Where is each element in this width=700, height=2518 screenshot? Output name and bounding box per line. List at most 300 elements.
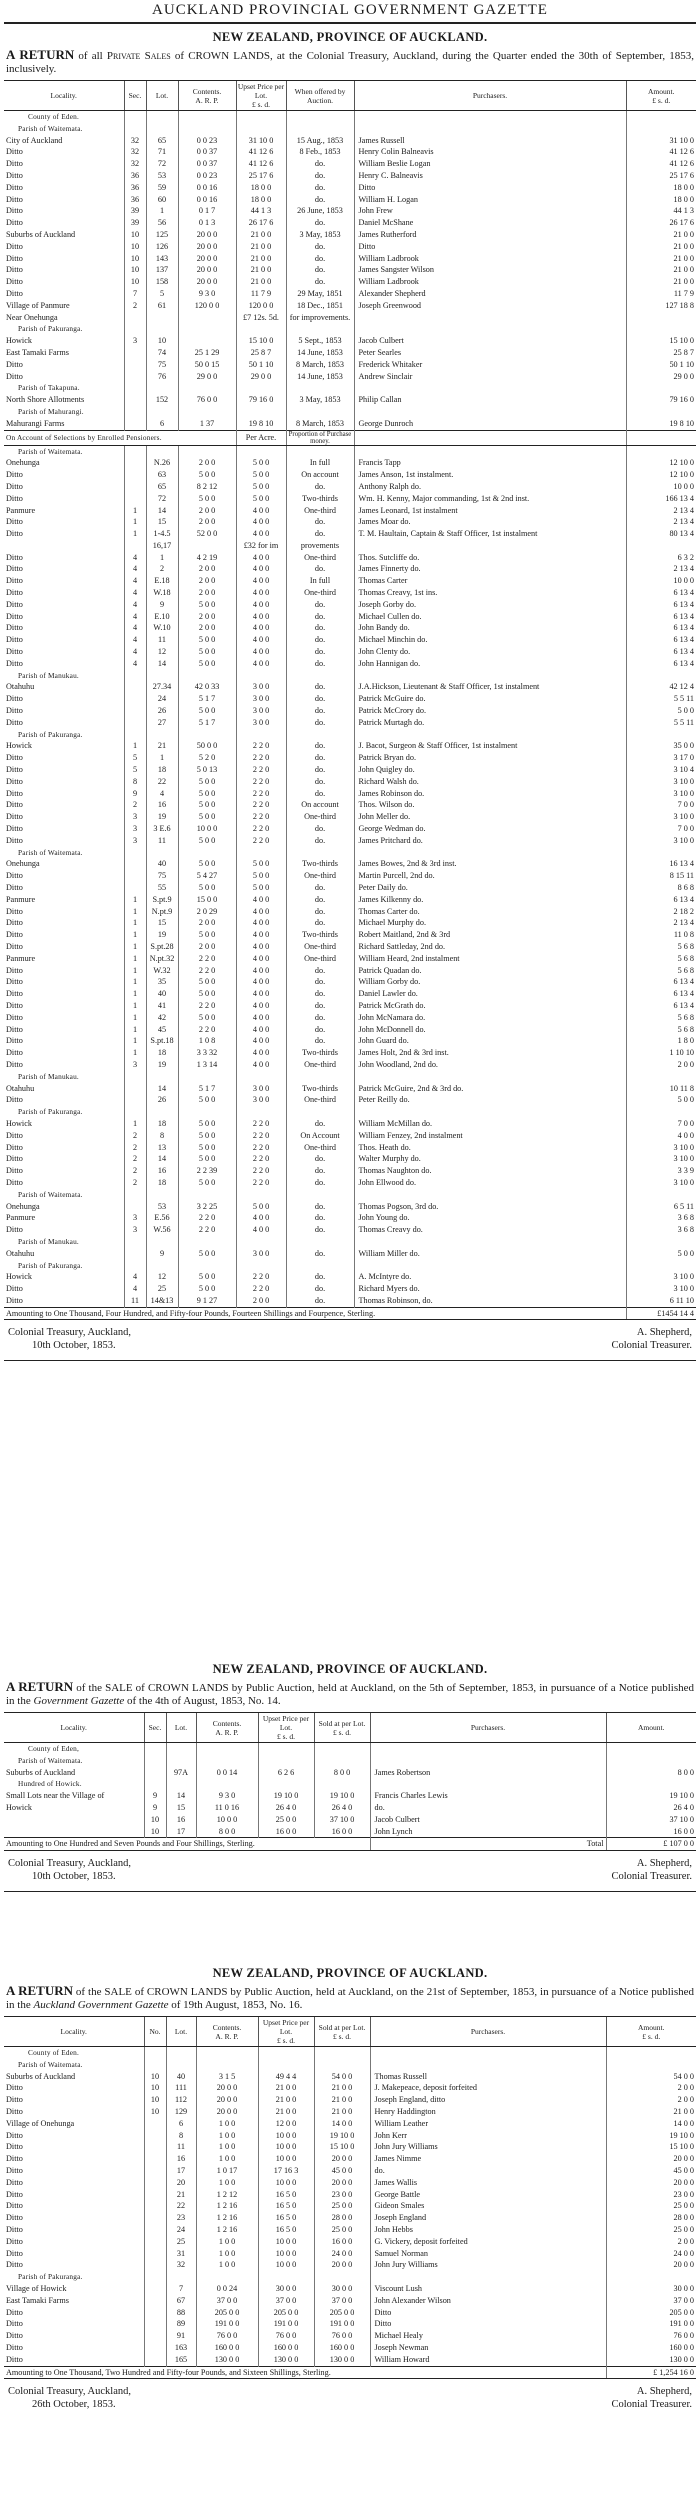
table-cell: 26 4 0 (606, 1802, 696, 1814)
table-cell: 2 (124, 300, 146, 312)
table-cell: 5 0 0 (236, 469, 286, 481)
table-row (4, 2236, 696, 2248)
table-row (4, 2141, 696, 2153)
table-cell (4, 540, 124, 552)
table-cell (144, 1755, 166, 1767)
table-cell: Panmure (6, 894, 36, 904)
table-cell: 5 0 0 (178, 1142, 236, 1154)
table-cell: 4 0 0 (236, 917, 286, 929)
table-cell: do. (286, 1165, 354, 1177)
table-cell: 25 (146, 1283, 178, 1295)
table-cell: 6 13 4 (626, 622, 696, 634)
table-cell (196, 1778, 258, 1790)
table-cell: 1 0 0 (196, 2153, 258, 2165)
table-cell: 37 0 0 (314, 2295, 370, 2307)
table-cell: Patrick Quadan do. (354, 965, 626, 977)
table-cell: 15 10 0 (236, 335, 286, 347)
table-cell: 9 (144, 1790, 166, 1802)
table-row (4, 241, 696, 253)
table-cell: Richard Walsh do. (354, 776, 626, 788)
table-row (4, 929, 696, 941)
table-cell (626, 382, 696, 394)
table-cell (178, 312, 236, 324)
table-cell: 1 0 17 (196, 2165, 258, 2177)
table-cell: do. (370, 2165, 606, 2177)
table-cell: S.pt.28 (146, 941, 178, 953)
table-cell: 6 13 4 (626, 634, 696, 646)
table-cell: 3 3 32 (178, 1047, 236, 1059)
table-cell: 6 3 2 (626, 552, 696, 564)
total-row: Amounting to One Hundred and Seven Pounds and Four Shillings, Sterling. Total £ 107 0 0 (4, 1838, 696, 1851)
table-cell: 35 0 0 (626, 740, 696, 752)
table-cell: 191 0 0 (258, 2318, 314, 2330)
signature-block: Colonial Treasury, Auckland, 10th October, 1853. A. Shepherd, Colonial Treasurer. (8, 1327, 692, 1352)
table-cell (166, 1743, 196, 1755)
table-cell (314, 1743, 370, 1755)
table-cell: 76 (146, 371, 178, 383)
table-row (4, 894, 696, 906)
table-cell: 11 7 9 (236, 288, 286, 300)
table-cell: John Quigley do. (354, 764, 626, 776)
table-cell: 3 10 0 (626, 1177, 696, 1189)
table-cell: Andrew Sinclair (354, 371, 626, 383)
table-cell: Ditto (6, 623, 23, 633)
table-cell: 20 0 0 (314, 2259, 370, 2271)
table-row (4, 445, 696, 457)
table-cell: 16 13 4 (626, 858, 696, 870)
table-cell: 5 1 7 (178, 693, 236, 705)
table-cell: Jacob Culbert (354, 335, 626, 347)
table-cell: Parish of Waitemata. (18, 1189, 83, 1199)
table-cell: 2 0 0 (236, 1295, 286, 1307)
table-row (4, 123, 696, 135)
table-cell: 2 2 0 (236, 799, 286, 811)
table-cell: 76 0 0 (178, 394, 236, 406)
table-cell: 37 0 0 (258, 2295, 314, 2307)
table-row (4, 976, 696, 988)
table-cell: Small Lots near the Village of (6, 1791, 105, 1801)
table-cell (236, 123, 286, 135)
table-row (4, 1755, 696, 1767)
table-cell: 5 0 0 (178, 976, 236, 988)
table-cell: 112 (166, 2094, 196, 2106)
table-cell: 4 0 0 (236, 505, 286, 517)
table-cell (146, 312, 178, 324)
table-cell: 8 6 8 (626, 882, 696, 894)
table-cell: 6 13 4 (626, 1000, 696, 1012)
table-cell: 21 0 0 (236, 229, 286, 241)
table-cell: 2 2 0 (236, 1283, 286, 1295)
table-cell: Ditto (6, 658, 23, 668)
table-cell: 25 (166, 2236, 196, 2248)
total-row: Amounting to One Thousand, Four Hundred, and Fifty-four Pounds, Fourteen Shillings and Fourpence, Sterling. £1454 14 4 (4, 1307, 696, 1320)
table-cell (124, 406, 146, 418)
table-cell: 5 0 0 (178, 1130, 236, 1142)
table-cell: Two-thirds (286, 1047, 354, 1059)
table-cell: 3 6 8 (626, 1224, 696, 1236)
table-cell: 5 0 0 (178, 835, 236, 847)
table-cell: 42 12 4 (626, 681, 696, 693)
table-cell: 4 0 0 (236, 965, 286, 977)
table-cell (144, 1778, 166, 1790)
table-cell: 4 (124, 552, 146, 564)
table-cell: 10 (144, 2082, 166, 2094)
table-cell: 22 (166, 2200, 196, 2212)
table-cell: 4 0 0 (626, 1130, 696, 1142)
table-cell (124, 481, 146, 493)
table-cell (626, 445, 696, 457)
table-cell: 6 (146, 418, 178, 430)
table-cell: Peter Searles (354, 347, 626, 359)
table-cell (124, 382, 146, 394)
table-cell: 10 0 0 (258, 2248, 314, 2260)
table-cell: J. Makepeace, deposit forfeited (370, 2082, 606, 2094)
table-cell: William Ladbrook (354, 276, 626, 288)
table-cell: Wm. H. Kenny, Major commanding, 1st & 2nd inst. (354, 493, 626, 505)
table-cell: Daniel Lawler do. (354, 988, 626, 1000)
table-cell: 2 2 0 (236, 1165, 286, 1177)
table-row (4, 2295, 696, 2307)
table-cell (124, 693, 146, 705)
table-cell: 10 (144, 2094, 166, 2106)
section-divider (4, 1360, 696, 1361)
table-cell: 5 0 0 (626, 1248, 696, 1260)
table-cell: Patrick McGuire do. (354, 693, 626, 705)
table-cell: Thos. Sutcliffe do. (354, 552, 626, 564)
table-cell: 5 0 0 (236, 882, 286, 894)
table-cell: 5 6 8 (626, 965, 696, 977)
table-cell (258, 1755, 314, 1767)
table-cell: 25 8 7 (626, 347, 696, 359)
table-cell: 0 0 16 (178, 194, 236, 206)
table-cell: 49 4 4 (258, 2071, 314, 2083)
table-cell: 3 10 0 (626, 776, 696, 788)
table-row (4, 693, 696, 705)
table-row (4, 634, 696, 646)
table-cell: 2 (124, 1142, 146, 1154)
table-row (4, 1778, 696, 1790)
table-cell: Ditto (6, 1284, 23, 1294)
table-cell: 18 0 0 (236, 182, 286, 194)
table-cell: 5 0 13 (178, 764, 236, 776)
table-cell: One-third (286, 1059, 354, 1071)
table-cell: Suburbs of Auckland (6, 229, 76, 239)
table-cell (144, 2236, 166, 2248)
table-row (4, 847, 696, 859)
table-cell (286, 382, 354, 394)
table-cell (286, 670, 354, 682)
table-cell: 2 13 4 (626, 563, 696, 575)
table-cell: 2 0 0 (178, 505, 236, 517)
table-cell: 88 (166, 2307, 196, 2319)
table-cell: 3 0 0 (236, 681, 286, 693)
table-cell: John Hannigan do. (354, 658, 626, 670)
table-cell: do. (286, 788, 354, 800)
table-cell: 3 2 25 (178, 1201, 236, 1213)
table-cell: 1 (146, 205, 178, 217)
table-row (4, 516, 696, 528)
table-cell: Patrick Bryan do. (354, 752, 626, 764)
table-cell: 36 (124, 182, 146, 194)
table-cell: 126 (146, 241, 178, 253)
table-cell: 5 0 0 (236, 858, 286, 870)
table-cell: 1 0 0 (196, 2141, 258, 2153)
table-cell (196, 2271, 258, 2283)
table-cell: 5 5 11 (626, 717, 696, 729)
table-cell: 160 0 0 (606, 2342, 696, 2354)
table-cell: 41 12 6 (626, 146, 696, 158)
table-cell: Robert Maitland, 2nd & 3rd (354, 929, 626, 941)
table-cell: 8 15 11 (626, 870, 696, 882)
table-cell: do. (286, 1024, 354, 1036)
table-cell: 20 0 0 (196, 2082, 258, 2094)
table-cell (178, 382, 236, 394)
table-cell: Ditto (6, 2213, 23, 2223)
table-cell: Thomas Carter do. (354, 906, 626, 918)
table-row (4, 2318, 696, 2330)
table-cell: 3 (124, 811, 146, 823)
table-cell (196, 1755, 258, 1767)
table-cell: 42 0 33 (178, 681, 236, 693)
table-cell: W.56 (146, 1224, 178, 1236)
table-cell: 165 (166, 2354, 196, 2366)
table-cell: 5 6 8 (626, 1012, 696, 1024)
table-cell: Ditto (6, 2095, 23, 2105)
table-cell: 15 (166, 1802, 196, 1814)
table-cell: Ditto (6, 265, 23, 275)
table-cell: 29 May, 1851 (286, 288, 354, 300)
table-cell: 20 0 0 (606, 2153, 696, 2165)
table-cell: Daniel McShane (354, 217, 626, 229)
table-row (4, 493, 696, 505)
table-cell: 15 Aug., 1853 (286, 135, 354, 147)
table-cell: John Alexander Wilson (370, 2295, 606, 2307)
table-cell: Henry Colin Balneavis (354, 146, 626, 158)
table-cell: 1 2 16 (196, 2212, 258, 2224)
table-cell: 20 0 0 (196, 2094, 258, 2106)
table-cell: One-third (286, 587, 354, 599)
table-cell (146, 1236, 178, 1248)
table-cell: 1 (124, 976, 146, 988)
return-auction-sept-5 (4, 1662, 696, 1892)
table-cell (354, 123, 626, 135)
table-row (4, 469, 696, 481)
table-cell: 2 (124, 1153, 146, 1165)
table-row (4, 670, 696, 682)
table-row (4, 575, 696, 587)
table-cell (286, 1260, 354, 1272)
table-cell: 4 0 0 (236, 929, 286, 941)
table-cell (146, 1189, 178, 1201)
table-cell: 11 (166, 2141, 196, 2153)
table-cell: 1 10 10 (626, 1047, 696, 1059)
table-row (4, 406, 696, 418)
table-cell: On account (286, 799, 354, 811)
table-cell: 4 0 0 (236, 634, 286, 646)
table-cell: 2 0 0 (178, 622, 236, 634)
table-cell: 17 (166, 2165, 196, 2177)
table-cell: 26 (146, 705, 178, 717)
table-cell: do. (286, 1295, 354, 1307)
table-cell: Ditto (6, 1036, 23, 1046)
table-cell: J.A.Hickson, Lieutenant & Staff Officer, 1st instalment (354, 681, 626, 693)
table-cell: £7 12s. 5d. (236, 312, 286, 324)
table-row (4, 882, 696, 894)
table-cell (354, 312, 626, 324)
table-cell: Richard Myers do. (354, 1283, 626, 1295)
table-cell: Ditto (6, 977, 23, 987)
table-cell: do. (370, 1802, 606, 1814)
table-cell: 3 6 8 (626, 1212, 696, 1224)
table-cell: Ditto (370, 2307, 606, 2319)
table-cell: 2 2 0 (236, 823, 286, 835)
table-cell: 16 0 0 (606, 1826, 696, 1838)
table-cell: 5 6 8 (626, 1024, 696, 1036)
table-cell: 2 2 0 (178, 965, 236, 977)
table-cell: James Pritchard do. (354, 835, 626, 847)
return-private-sales (4, 30, 696, 1361)
table-cell: Michael Healy (370, 2330, 606, 2342)
table-cell: 5 0 0 (236, 457, 286, 469)
table-cell: City of Auckland (6, 135, 63, 145)
table-cell: Ditto (6, 1177, 23, 1187)
table-cell: Ditto (6, 883, 23, 892)
table-cell: 11 0 16 (196, 1802, 258, 1814)
table-cell (314, 2059, 370, 2071)
table-cell: County of Eden. (28, 112, 80, 121)
table-cell (354, 1106, 626, 1118)
table-cell: 11 7 9 (626, 288, 696, 300)
table-cell: 1 (124, 906, 146, 918)
table-row (4, 2082, 696, 2094)
table-cell (626, 540, 696, 552)
table-cell: 1 0 0 (196, 2259, 258, 2271)
table-cell: 2 2 0 (236, 788, 286, 800)
table-cell: 10 0 0 (258, 2141, 314, 2153)
table-row (4, 2059, 696, 2071)
table-cell (144, 2212, 166, 2224)
table-cell: 2 2 0 (236, 811, 286, 823)
table-cell: 41 (146, 1000, 178, 1012)
table-cell: John Jury Williams (370, 2141, 606, 2153)
table-cell: Ditto (6, 2083, 23, 2093)
table-cell: 3 (124, 1224, 146, 1236)
table-cell: 19 10 0 (606, 1790, 696, 1802)
table-cell: Gideon Smales (370, 2200, 606, 2212)
table-cell (626, 1236, 696, 1248)
table-row (4, 2200, 696, 2212)
table-cell: 7 (166, 2283, 196, 2295)
table-cell: 35 (146, 976, 178, 988)
table-cell: 160 0 0 (314, 2342, 370, 2354)
table-cell: 30 0 0 (606, 2283, 696, 2295)
table-cell (258, 2047, 314, 2059)
table-cell: 4 0 0 (236, 599, 286, 611)
table-cell (144, 2342, 166, 2354)
table-cell: 2 0 0 (178, 575, 236, 587)
table-row (4, 1212, 696, 1224)
table-cell: Ditto (6, 2154, 23, 2164)
table-cell: 5 0 0 (626, 1094, 696, 1106)
table-cell: 125 (146, 229, 178, 241)
table-cell: 4 0 0 (236, 563, 286, 575)
table-cell: 32 (124, 146, 146, 158)
table-row (4, 135, 696, 147)
table-cell: Onehunga (6, 458, 40, 468)
table-cell: Michael Murphy do. (354, 917, 626, 929)
table-cell: 9 (146, 1248, 178, 1260)
table-cell: 9 (144, 1802, 166, 1814)
table-cell: do. (286, 894, 354, 906)
table-cell: Ditto (6, 965, 23, 975)
table-cell: 44 1 3 (626, 205, 696, 217)
table-cell: do. (286, 1248, 354, 1260)
table-row (4, 1142, 696, 1154)
table-row (4, 2130, 696, 2142)
table-cell: 3 (124, 1059, 146, 1071)
table-cell: 21 0 0 (626, 241, 696, 253)
table-cell: George Wedman do. (354, 823, 626, 835)
table-cell: A. McIntyre do. (354, 1271, 626, 1283)
table-cell: 130 0 0 (314, 2354, 370, 2366)
table-cell: 20 0 0 (606, 2259, 696, 2271)
table-cell: 3 10 0 (626, 1142, 696, 1154)
table-cell: 4 0 0 (236, 611, 286, 623)
table-cell: 21 0 0 (236, 253, 286, 265)
table-cell: 130 0 0 (606, 2354, 696, 2366)
table-cell: do. (286, 693, 354, 705)
table-cell: 1 (124, 988, 146, 1000)
table-cell (124, 418, 146, 430)
table-cell: Thomas Creavy, 1st ins. (354, 587, 626, 599)
table-cell: Ditto (6, 2224, 23, 2234)
table-cell: 0 1 7 (178, 205, 236, 217)
table-cell: 5 0 0 (178, 788, 236, 800)
table-cell: Francis Tapp (354, 457, 626, 469)
table-cell: 17 16 3 (258, 2165, 314, 2177)
table-cell: Village of Onehunga (6, 2118, 75, 2128)
table-row (4, 2259, 696, 2271)
table-cell (258, 1778, 314, 1790)
table-row (4, 1024, 696, 1036)
table-row (4, 2271, 696, 2283)
table-cell (124, 729, 146, 741)
table-cell: provements (286, 540, 354, 552)
table-cell: 1 (124, 965, 146, 977)
table-cell: do. (286, 241, 354, 253)
table-row (4, 788, 696, 800)
table-cell (144, 2224, 166, 2236)
table-row (4, 1177, 696, 1189)
table-cell (124, 1236, 146, 1248)
table-row (4, 2342, 696, 2354)
table-cell: 20 0 0 (606, 2177, 696, 2189)
table-cell: Ditto (370, 2318, 606, 2330)
province-heading: NEW ZEALAND, PROVINCE OF AUCKLAND. (212, 1662, 488, 1676)
table-cell: Mahurangi Farms (6, 418, 65, 428)
table-cell: 5 0 0 (178, 1012, 236, 1024)
table-cell (144, 2130, 166, 2142)
table-cell: 4 0 0 (236, 941, 286, 953)
table-cell: Philip Callan (354, 394, 626, 406)
table-cell: John McNamara do. (354, 1012, 626, 1024)
table-cell: 2 2 0 (236, 835, 286, 847)
table-cell: do. (286, 528, 354, 540)
table-cell: James Bowes, 2nd & 3rd inst. (354, 858, 626, 870)
table-cell: 16 5 0 (258, 2200, 314, 2212)
table-cell: 4 0 0 (236, 988, 286, 1000)
table-cell: 32 (124, 158, 146, 170)
